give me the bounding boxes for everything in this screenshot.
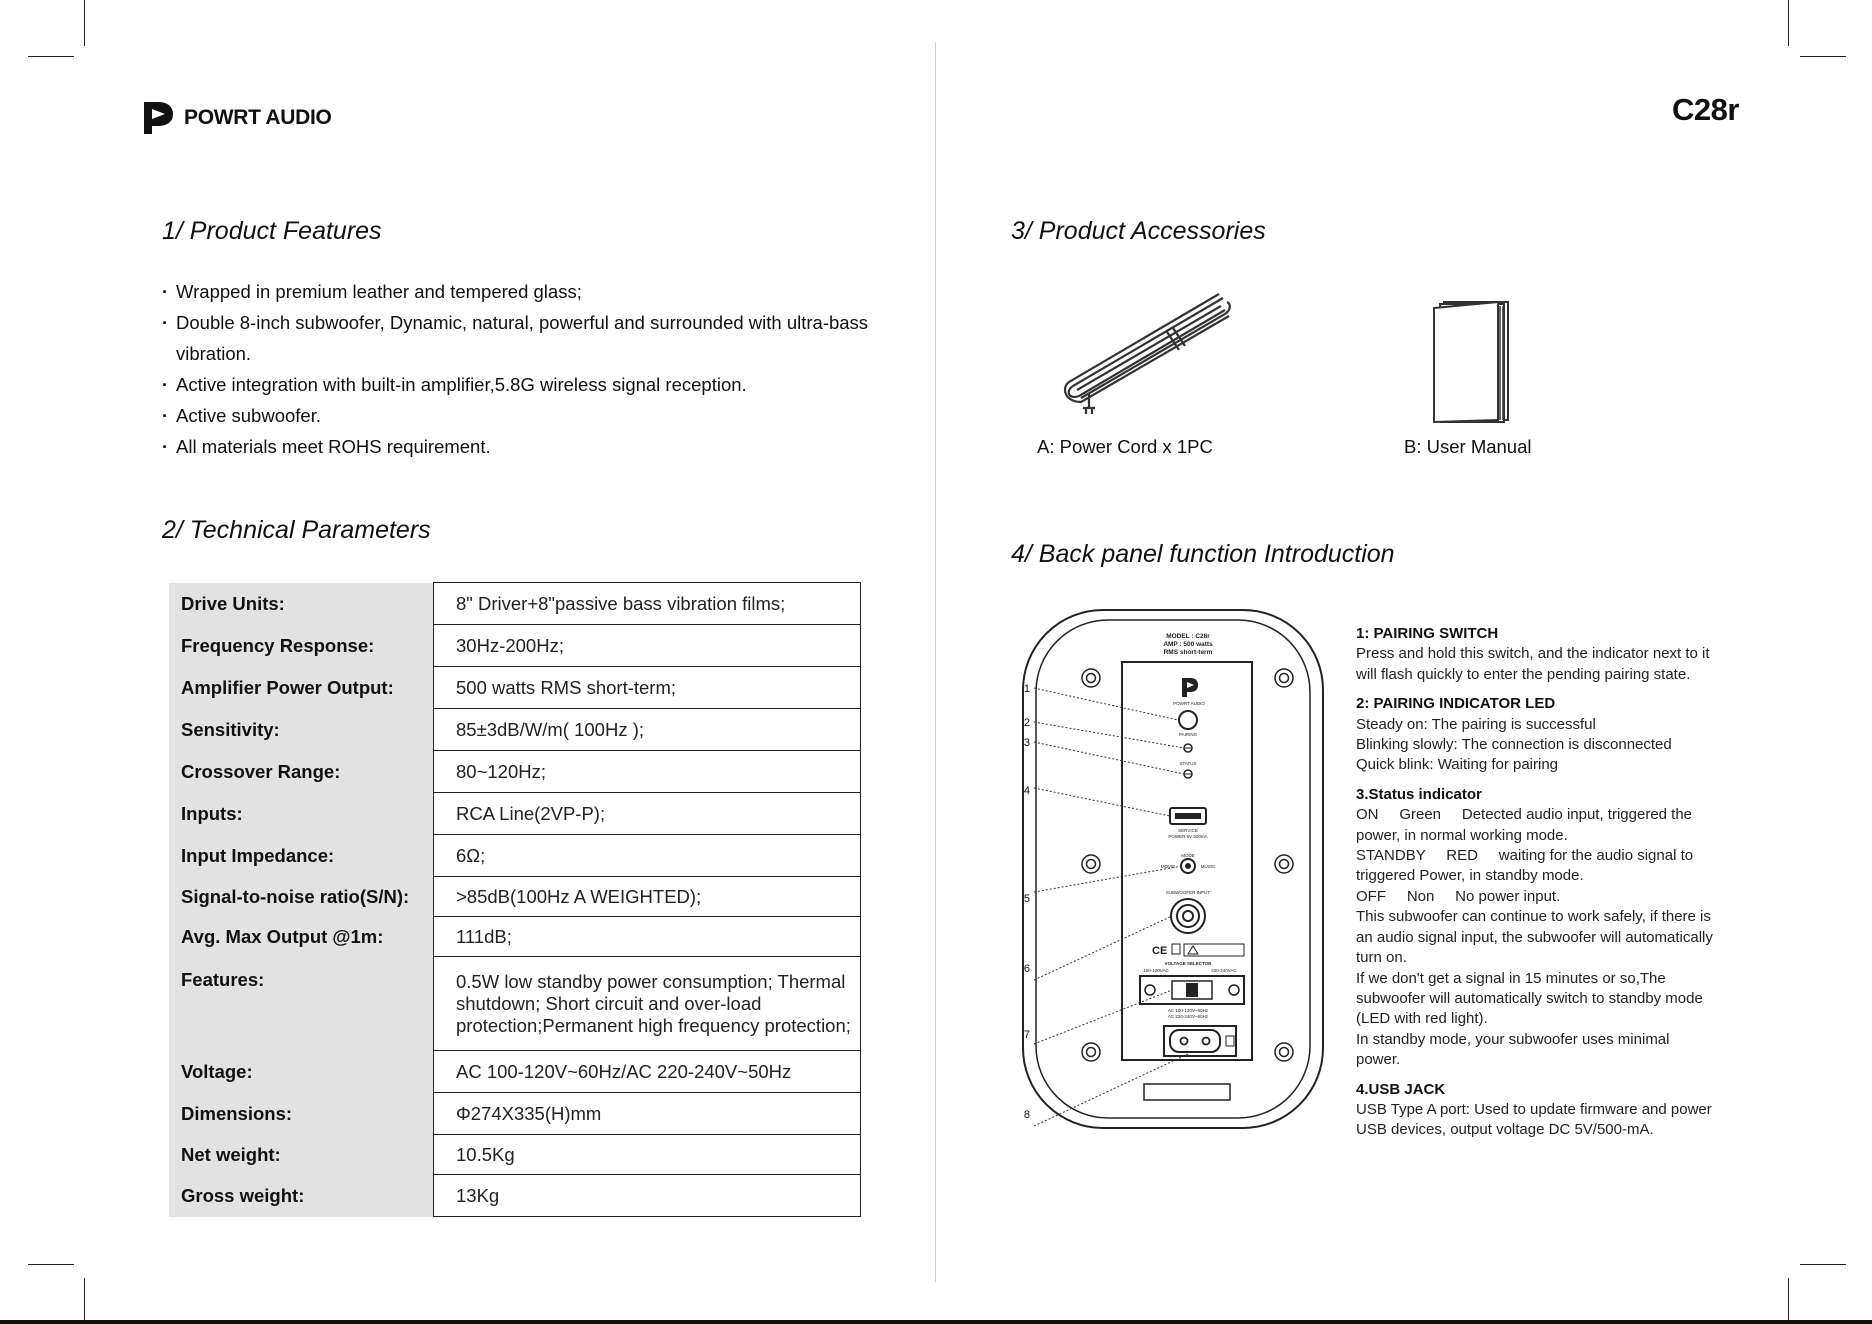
- param-value: RCA Line(2VP-P);: [434, 793, 861, 835]
- ac-line2: AC 220-240V~50Hz: [1167, 1014, 1209, 1019]
- crop-mark: [84, 0, 85, 46]
- crop-mark: [1788, 0, 1789, 46]
- panel-logo-text: POWRT AUDIO: [1173, 701, 1205, 706]
- label-plate: [1144, 1084, 1230, 1100]
- desc-line: Quick blink: Waiting for pairing: [1356, 756, 1559, 774]
- table-row: [169, 625, 861, 667]
- status-label: STATUS: [1179, 761, 1197, 766]
- voltage-selector-label: VOLTAGE SELECTOR: [1164, 961, 1212, 966]
- brand-name: POWRT AUDIO: [184, 106, 332, 129]
- desc-line: USB Type A port: Used to update firmware and power USB devices, output voltage DC 5V/500-mA.: [1356, 1100, 1712, 1139]
- param-value: AC 100-120V~60Hz/AC 220-240V~50Hz: [434, 1051, 861, 1093]
- pairing-label: PAIRING: [1178, 732, 1198, 737]
- table-row: [169, 1135, 861, 1175]
- param-value: Φ274X335(H)mm: [434, 1093, 861, 1135]
- param-key: Sensitivity:: [169, 709, 434, 751]
- feature-item: · Wrapped in premium leather and tempered glass;: [162, 276, 882, 307]
- brand-logo: [140, 99, 332, 137]
- feature-item: · Double 8-inch subwoofer, Dynamic, natural, powerful and surrounded with ultra-bass vibration.: [162, 307, 882, 369]
- crop-mark: [28, 56, 74, 57]
- param-key: Avg. Max Output @1m:: [169, 917, 434, 957]
- callout-number: 7: [1023, 1029, 1030, 1041]
- ac-line1: AC 100-120V~60Hz: [1167, 1008, 1209, 1013]
- desc-line: OFF Non No power input.: [1356, 887, 1561, 905]
- param-value: 0.5W low standby power consumption; Thermal shutdown; Short circuit and over-load protection;Permanent high frequency protection;: [434, 957, 861, 1051]
- service-label1: SERVICE: [1178, 828, 1198, 833]
- table-row: [169, 1093, 861, 1135]
- panel-model-line2: AMP : 500 watts: [1163, 641, 1213, 648]
- param-value: 13Kg: [434, 1175, 861, 1217]
- callout-number: 1: [1023, 683, 1030, 695]
- param-key: Frequency Response:: [169, 625, 434, 667]
- brand-logo-icon: [140, 99, 176, 137]
- desc-line: ON Green Detected audio input, triggered the power, in normal working mode.: [1356, 806, 1697, 844]
- param-value: 85±3dB/W/m( 100Hz );: [434, 709, 861, 751]
- param-key: Dimensions:: [169, 1093, 434, 1135]
- param-value: 80~120Hz;: [434, 751, 861, 793]
- desc-line: If we don't get a signal in 15 minutes or so,The subwoofer will automatically switch to standby mode (LED with red light).: [1356, 969, 1703, 1028]
- page-divider: [935, 42, 936, 1282]
- desc-title: 1: PAIRING SWITCH: [1356, 625, 1499, 642]
- desc-line: Blinking slowly: The connection is disconnected: [1356, 736, 1672, 754]
- param-value: 10.5Kg: [434, 1135, 861, 1175]
- params-table: [169, 582, 861, 1217]
- pairing-switch: [1179, 711, 1197, 729]
- desc-line: STANDBY RED waiting for the audio signal to triggered Power, in standby mode.: [1356, 847, 1698, 885]
- table-row: [169, 709, 861, 751]
- desc-pairing-led: [1356, 694, 1716, 776]
- table-row: [169, 667, 861, 709]
- desc-usb-jack: [1356, 1080, 1716, 1141]
- desc-line: Steady on: The pairing is successful: [1356, 715, 1596, 733]
- callout-number: 4: [1023, 785, 1030, 797]
- desc-title: 3.Status indicator: [1356, 785, 1482, 803]
- table-row: [169, 835, 861, 877]
- param-value: 500 watts RMS short-term;: [434, 667, 861, 709]
- features-list: [162, 276, 882, 462]
- model-number: C28r: [1672, 92, 1739, 127]
- table-row: [169, 1051, 861, 1093]
- feature-item: · Active integration with built-in amplifier,5.8G wireless signal reception.: [162, 369, 882, 400]
- param-value: 30Hz-200Hz;: [434, 625, 861, 667]
- desc-title: 4.USB JACK: [1356, 1080, 1446, 1098]
- table-row: [169, 583, 861, 625]
- param-key: Amplifier Power Output:: [169, 667, 434, 709]
- desc-line: In standby mode, your subwoofer uses minimal power.: [1356, 1030, 1670, 1069]
- crop-mark: [28, 1264, 74, 1265]
- back-panel-diagram: [1008, 598, 1338, 1138]
- desc-title: 2: PAIRING INDICATOR LED: [1356, 695, 1556, 713]
- table-row: [169, 793, 861, 835]
- feature-item: · All materials meet ROHS requirement.: [162, 431, 882, 462]
- crop-mark: [1800, 56, 1846, 57]
- desc-status-indicator: [1356, 785, 1716, 1071]
- panel-logo-icon: [1182, 678, 1198, 697]
- accessories-heading: 3/ Product Accessories: [1011, 217, 1266, 245]
- param-value: 8" Driver+8"passive bass vibration films;: [434, 583, 861, 625]
- param-key: Crossover Range:: [169, 751, 434, 793]
- table-row: [169, 917, 861, 957]
- rca-jack-icon: [1171, 899, 1205, 933]
- desc-line: This subwoofer can continue to work safely, if there is an audio signal input, the subwoofer will automatically turn on.: [1356, 908, 1713, 967]
- param-key: Gross weight:: [169, 1175, 434, 1217]
- param-key: Input Impedance:: [169, 835, 434, 877]
- param-key: Signal-to-noise ratio(S/N):: [169, 877, 434, 917]
- sub-input-label: SUBWOOFER INPUT: [1165, 890, 1211, 895]
- crop-mark: [1800, 1264, 1846, 1265]
- service-label2: POWER 5V 500mA: [1168, 834, 1208, 839]
- params-heading: 2/ Technical Parameters: [162, 516, 431, 544]
- callout-number: 5: [1023, 893, 1030, 905]
- callout-number: 2: [1023, 717, 1030, 729]
- param-value: 111dB;: [434, 917, 861, 957]
- crop-mark: [1788, 1278, 1789, 1320]
- movie-label: MOVIE: [1160, 864, 1176, 869]
- panel-model-line3: RMS short-term: [1163, 649, 1213, 656]
- table-row: [169, 1175, 861, 1217]
- features-heading: 1/ Product Features: [162, 217, 382, 245]
- param-key: Drive Units:: [169, 583, 434, 625]
- callout-number: 3: [1023, 737, 1030, 749]
- feature-item: · Active subwoofer.: [162, 400, 882, 431]
- table-row: [169, 957, 861, 1051]
- table-row: [169, 751, 861, 793]
- user-manual-icon: [1428, 298, 1514, 424]
- callout-number: 8: [1023, 1109, 1030, 1121]
- desc-pairing-switch: [1356, 624, 1716, 685]
- function-descriptions: [1356, 624, 1716, 1150]
- param-key: Features:: [169, 957, 434, 1051]
- backpanel-heading: 4/ Back panel function Introduction: [1011, 540, 1395, 568]
- param-key: Net weight:: [169, 1135, 434, 1175]
- desc-line: Press and hold this switch, and the indicator next to it will flash quickly to enter the pending pairing state.: [1356, 645, 1710, 683]
- v-left-label: 100-120VAC: [1143, 968, 1169, 973]
- crop-mark: [84, 1278, 85, 1320]
- panel-plate: [1122, 662, 1252, 1060]
- housing-inner: [1036, 620, 1310, 1118]
- accessory-b-label: B: User Manual: [1404, 436, 1532, 457]
- mode-label: MODE: [1181, 853, 1195, 858]
- callout-number: 6: [1023, 963, 1030, 975]
- bottom-edge: [0, 1320, 1872, 1324]
- param-key: Inputs:: [169, 793, 434, 835]
- param-key: Voltage:: [169, 1051, 434, 1093]
- table-row: [169, 877, 861, 917]
- param-value: 6Ω;: [434, 835, 861, 877]
- v-right-label: 220-240VAC: [1211, 968, 1237, 973]
- accessory-a-label: A: Power Cord x 1PC: [1037, 436, 1213, 457]
- music-label: MUSIC: [1200, 864, 1216, 869]
- ce-mark: CE: [1152, 945, 1168, 957]
- panel-model-line1: MODEL : C28r: [1166, 633, 1210, 640]
- param-value: >85dB(100Hz A WEIGHTED);: [434, 877, 861, 917]
- power-cord-icon: [1055, 290, 1235, 418]
